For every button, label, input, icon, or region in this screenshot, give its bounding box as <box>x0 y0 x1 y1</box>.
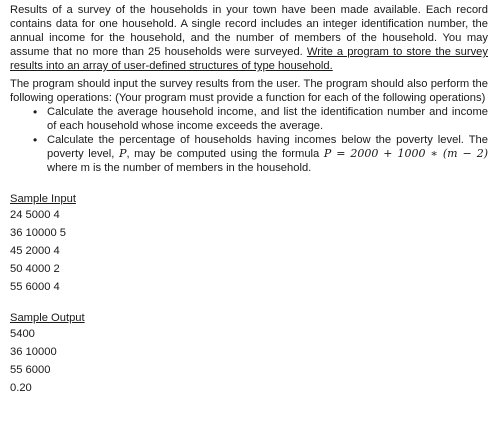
sample-input-line: 55 6000 4 <box>10 281 60 293</box>
poverty-variable: P <box>118 147 127 160</box>
operation-poverty-mid: , may be computed using the formula <box>126 148 324 160</box>
poverty-formula: P = 2000 + 1000 ∗ (m − 2) <box>323 147 488 160</box>
instructions-paragraph <box>10 77 488 105</box>
sample-input-line: 36 10000 5 <box>10 227 66 239</box>
sample-input-block <box>10 209 488 294</box>
intro-paragraph <box>10 3 488 73</box>
sample-output-line: 0.20 <box>10 382 32 394</box>
operation-poverty-text: Calculate the percentage of households having incomes below the poverty level. The poverty level, <box>47 134 488 160</box>
operation-average-text: Calculate the average household income, and list the identification number and income of each household whose income exceeds the average. <box>47 106 488 132</box>
sample-input-line: 24 5000 4 <box>10 209 60 221</box>
operations-list <box>10 105 488 175</box>
intro-text: Results of a survey of the households in your town have been made available. Each record contains data for one household. A single record includes an integer identification number, the annual income for the household, and the number of members of the household. You may assume that no more than 25 households were surveyed. <box>10 4 488 58</box>
sample-output-block <box>10 328 488 395</box>
sample-output-line: 36 10000 <box>10 346 57 358</box>
operation-item-average <box>33 105 488 133</box>
sample-output-heading: Sample Output <box>10 312 85 324</box>
instructions-text: The program should input the survey results from the user. <box>10 78 301 90</box>
instructions-text-rest: The program should also perform the following operations: (Your program must provide a function for each of the following operations) <box>10 78 488 104</box>
operation-poverty-tail: where m is the number of members in the household. <box>47 162 312 174</box>
operation-item-poverty <box>33 133 488 175</box>
sample-input-heading: Sample Input <box>10 193 76 205</box>
intro-underlined-instruction: Write a program to store the survey results into an array of user-defined structures of type household. <box>10 46 488 72</box>
sample-input-line: 45 2000 4 <box>10 245 60 257</box>
sample-output-line: 5400 <box>10 328 35 340</box>
sample-input-line: 50 4000 2 <box>10 263 60 275</box>
sample-output-line: 55 6000 <box>10 364 51 376</box>
